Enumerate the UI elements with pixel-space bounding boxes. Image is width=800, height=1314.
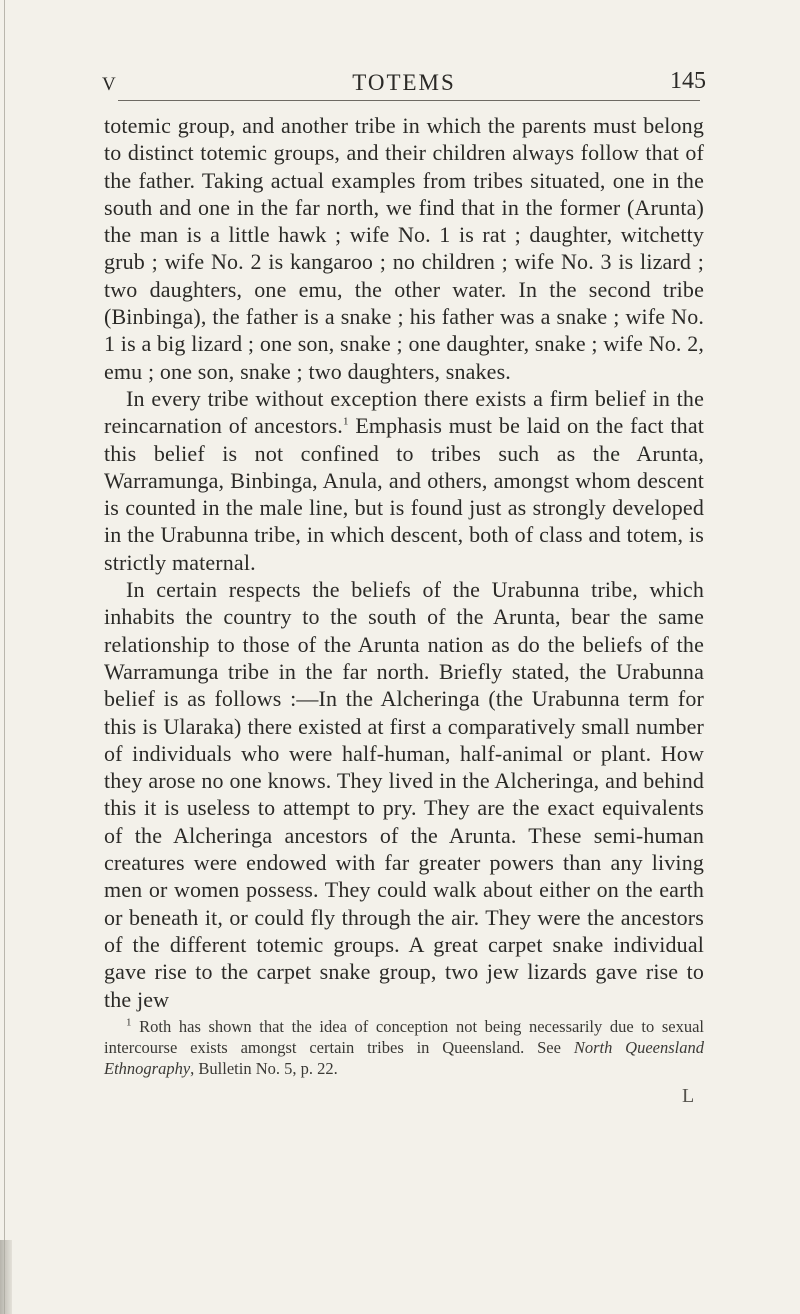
page-edge-line	[4, 0, 5, 1314]
paragraph-text: In certain respects the beliefs of the Urabunna tribe, which inhabits the country to the south of the Arunta, bear the same relationship to those of the Arunta nation as do the beliefs of the Warramunga tribe in the far north. Briefly stated, the Urabunna belief is as follows :—In the Alcheringa (the Urabunna term for this is Ularaka) there existed at first a comparatively small number of individuals who were half-human, half-animal or plant. How they arose no one knows. They lived in the Alcheringa, and behind this it is useless to attempt to pry. They are the exact equivalents of the Alcheringa ancestors of the Arunta. These semi-human creatures were endowed with far greater powers than any living men or women possess. They could walk about either on the earth or beneath it, or could fly through the air. They were the ancestors of the different totemic groups. A great carpet snake individual gave rise to the carpet snake group, two jew lizards gave rise to the jew	[104, 577, 704, 1012]
footnote-reference[interactable]: 1	[342, 415, 349, 428]
chapter-number: V	[102, 74, 117, 95]
paragraph-1	[104, 112, 704, 385]
footnote-text: Roth has shown that the idea of conception not being necessarily due to sexual intercourse exists amongst certain tribes in Queensland. See	[104, 1017, 704, 1057]
page-edge-shadow	[0, 1240, 12, 1314]
footnotes	[104, 1016, 704, 1079]
body-text	[104, 112, 704, 1013]
running-title: TOTEMS	[352, 70, 456, 95]
paragraph-text: Emphasis must be laid on the fact that this belief is not confined to tribes such as the Arunta, Warramunga, Binbinga, Anula, and others, amongst whom descent is counted in the male line, but is found just as strongly developed in the Urabunna tribe, in which descent, both of class and totem, is strictly maternal.	[104, 413, 704, 575]
footnote-citation-title: North Queensland Ethnography	[104, 1038, 704, 1078]
footnote-marker: 1	[126, 1016, 132, 1029]
paragraph-2	[104, 385, 704, 576]
paragraph-text: In every tribe without exception there exists a firm belief in the reincarnation of ancestors.	[104, 385, 704, 439]
footnote-text: , Bulletin No. 5, p. 22.	[190, 1059, 338, 1078]
footnote-1	[104, 1016, 704, 1079]
paragraph-text: totemic group, and another tribe in which the parents must belong to distinct totemic groups, and their children always follow that of the father. Taking actual examples from tribes situated, one in the south and one in the far north, we find that in the former (Arunta) the man is a little hawk ; wife No. 1 is rat ; daughter, witchetty grub ; wife No. 2 is kangaroo ; no children ; wife No. 3 is lizard ; two daughters, one emu, the other water. In the second tribe (Binbinga), the father is a snake ; his father was a snake ; wife No. 1 is a big lizard ; one son, snake ; one daughter, snake ; wife No. 2, emu ; one son, snake ; two daughters, snakes.	[104, 113, 704, 384]
signature-mark: L	[682, 1085, 695, 1107]
page-number: 145	[670, 68, 706, 94]
running-header	[102, 66, 706, 96]
paragraph-3	[104, 576, 704, 1013]
header-rule	[118, 100, 700, 101]
